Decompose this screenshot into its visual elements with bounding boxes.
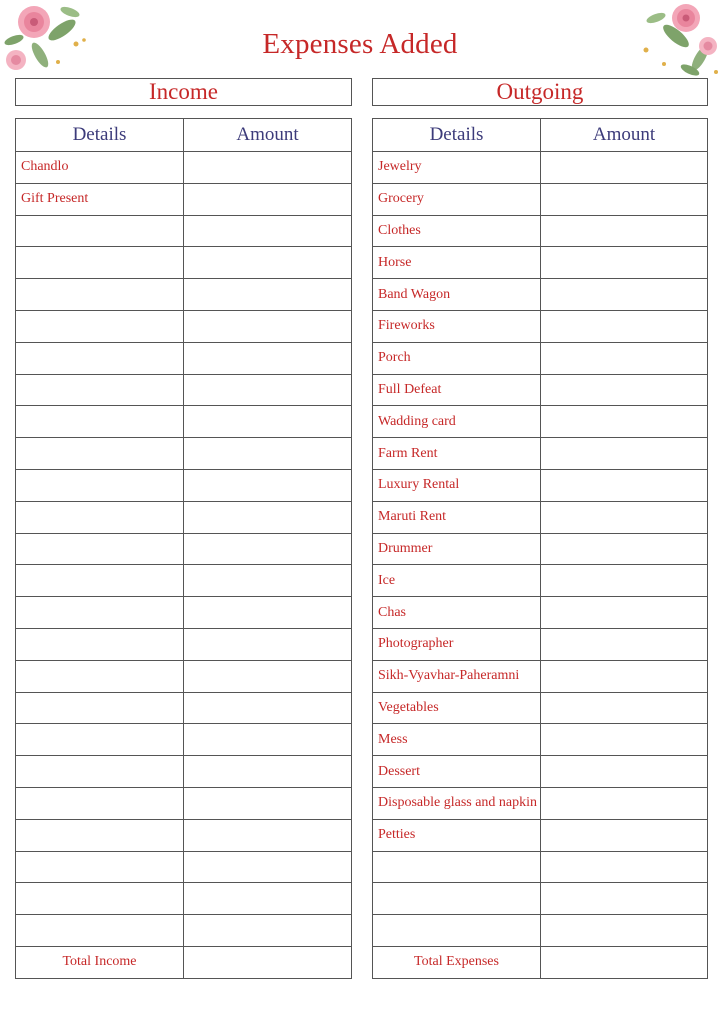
table-row: [373, 851, 708, 883]
table-row: [16, 565, 352, 597]
outgoing-table: [372, 118, 708, 979]
income-amount-cell[interactable]: [184, 533, 352, 565]
income-detail-cell: [16, 819, 184, 851]
outgoing-amount-cell[interactable]: [541, 469, 708, 501]
table-row: [373, 152, 708, 184]
income-amount-cell[interactable]: [184, 787, 352, 819]
outgoing-amount-cell[interactable]: [541, 628, 708, 660]
table-row: [16, 851, 352, 883]
outgoing-detail-cell: Photographer: [373, 628, 541, 660]
income-detail-cell: [16, 692, 184, 724]
outgoing-amount-cell[interactable]: [541, 533, 708, 565]
income-detail-cell: [16, 469, 184, 501]
income-detail-cell: [16, 374, 184, 406]
income-total-amount-cell[interactable]: [184, 946, 352, 978]
outgoing-total-label: Total Expenses: [373, 946, 541, 978]
outgoing-detail-cell: [373, 915, 541, 947]
outgoing-detail-cell: Sikh-Vyavhar-Paheramni: [373, 660, 541, 692]
outgoing-table-header-row: [373, 119, 708, 152]
outgoing-amount-cell[interactable]: [541, 279, 708, 311]
table-row: [373, 374, 708, 406]
table-row: [373, 628, 708, 660]
page-title: Expenses Added: [262, 28, 458, 60]
table-row: [373, 279, 708, 311]
income-amount-cell[interactable]: [184, 660, 352, 692]
outgoing-amount-cell[interactable]: [541, 501, 708, 533]
income-amount-cell[interactable]: [184, 851, 352, 883]
outgoing-detail-cell: Farm Rent: [373, 438, 541, 470]
income-amount-cell[interactable]: [184, 501, 352, 533]
income-amount-cell[interactable]: [184, 215, 352, 247]
outgoing-detail-cell: Vegetables: [373, 692, 541, 724]
table-row: [373, 819, 708, 851]
income-amount-cell[interactable]: [184, 469, 352, 501]
income-amount-cell[interactable]: [184, 310, 352, 342]
table-row: [373, 501, 708, 533]
table-row: [373, 183, 708, 215]
income-amount-cell[interactable]: [184, 756, 352, 788]
income-detail-cell: [16, 533, 184, 565]
income-detail-cell: [16, 310, 184, 342]
outgoing-details-column-header: Details: [373, 119, 541, 152]
table-row: [373, 756, 708, 788]
table-row: [16, 692, 352, 724]
outgoing-detail-cell: Horse: [373, 247, 541, 279]
table-row: [16, 883, 352, 915]
income-amount-cell[interactable]: [184, 565, 352, 597]
table-row: [16, 756, 352, 788]
outgoing-amount-cell[interactable]: [541, 787, 708, 819]
income-amount-cell[interactable]: [184, 247, 352, 279]
outgoing-amount-cell[interactable]: [541, 915, 708, 947]
outgoing-amount-cell[interactable]: [541, 406, 708, 438]
income-amount-cell[interactable]: [184, 597, 352, 629]
outgoing-detail-cell: Clothes: [373, 215, 541, 247]
income-amount-cell[interactable]: [184, 342, 352, 374]
income-table-header-row: [16, 119, 352, 152]
table-row: [373, 310, 708, 342]
outgoing-total-amount-cell[interactable]: [541, 946, 708, 978]
outgoing-detail-cell: Band Wagon: [373, 279, 541, 311]
income-detail-cell: [16, 597, 184, 629]
outgoing-amount-cell[interactable]: [541, 883, 708, 915]
table-row: [373, 215, 708, 247]
table-row: [373, 342, 708, 374]
outgoing-amount-cell[interactable]: [541, 438, 708, 470]
income-amount-cell[interactable]: [184, 438, 352, 470]
outgoing-detail-cell: Petties: [373, 819, 541, 851]
table-row: [16, 660, 352, 692]
outgoing-amount-cell[interactable]: [541, 724, 708, 756]
outgoing-detail-cell: Chas: [373, 597, 541, 629]
income-amount-cell[interactable]: [184, 152, 352, 184]
income-amount-cell[interactable]: [184, 819, 352, 851]
outgoing-amount-cell[interactable]: [541, 756, 708, 788]
income-amount-cell[interactable]: [184, 883, 352, 915]
income-detail-cell: [16, 215, 184, 247]
outgoing-amount-cell[interactable]: [541, 310, 708, 342]
table-row: [373, 533, 708, 565]
outgoing-amount-cell[interactable]: [541, 692, 708, 724]
outgoing-amount-column-header: Amount: [541, 119, 708, 152]
table-row: [16, 724, 352, 756]
income-amount-cell[interactable]: [184, 279, 352, 311]
income-detail-cell: [16, 851, 184, 883]
outgoing-detail-cell: [373, 883, 541, 915]
table-row: [16, 183, 352, 215]
table-row: [16, 915, 352, 947]
outgoing-detail-cell: Full Defeat: [373, 374, 541, 406]
outgoing-detail-cell: Mess: [373, 724, 541, 756]
table-row: [16, 342, 352, 374]
table-row: [16, 819, 352, 851]
table-row: [16, 279, 352, 311]
income-detail-cell: [16, 628, 184, 660]
table-row: [373, 883, 708, 915]
income-amount-column-header: Amount: [184, 119, 352, 152]
income-detail-cell: [16, 915, 184, 947]
outgoing-detail-cell: Drummer: [373, 533, 541, 565]
table-row: [373, 438, 708, 470]
table-row: [16, 215, 352, 247]
income-detail-cell: [16, 279, 184, 311]
income-detail-cell: [16, 756, 184, 788]
outgoing-detail-cell: [373, 851, 541, 883]
income-total-label: Total Income: [16, 946, 184, 978]
table-row: [16, 597, 352, 629]
income-detail-cell: [16, 883, 184, 915]
outgoing-detail-cell: Disposable glass and napkin: [373, 787, 541, 819]
income-detail-cell: Gift Present: [16, 183, 184, 215]
outgoing-amount-cell[interactable]: [541, 851, 708, 883]
income-detail-cell: Chandlo: [16, 152, 184, 184]
income-detail-cell: [16, 342, 184, 374]
table-row: [373, 406, 708, 438]
outgoing-detail-cell: Jewelry: [373, 152, 541, 184]
outgoing-amount-cell[interactable]: [541, 152, 708, 184]
outgoing-amount-cell[interactable]: [541, 374, 708, 406]
income-amount-cell[interactable]: [184, 406, 352, 438]
outgoing-amount-cell[interactable]: [541, 597, 708, 629]
table-row: [16, 406, 352, 438]
income-detail-cell: [16, 787, 184, 819]
table-row: [16, 469, 352, 501]
income-detail-cell: [16, 501, 184, 533]
income-section-header: Income: [15, 78, 352, 106]
income-amount-cell[interactable]: [184, 183, 352, 215]
table-row: [16, 501, 352, 533]
table-row: [373, 787, 708, 819]
outgoing-total-row: [373, 946, 708, 978]
income-table: [15, 118, 352, 979]
table-row: [373, 247, 708, 279]
income-amount-cell[interactable]: [184, 628, 352, 660]
table-row: [16, 628, 352, 660]
income-details-column-header: Details: [16, 119, 184, 152]
outgoing-detail-cell: Wadding card: [373, 406, 541, 438]
outgoing-amount-cell[interactable]: [541, 183, 708, 215]
income-detail-cell: [16, 724, 184, 756]
table-row: [16, 247, 352, 279]
outgoing-section-header: Outgoing: [372, 78, 708, 106]
income-detail-cell: [16, 438, 184, 470]
outgoing-amount-cell[interactable]: [541, 819, 708, 851]
table-row: [16, 787, 352, 819]
outgoing-detail-cell: Luxury Rental: [373, 469, 541, 501]
income-detail-cell: [16, 565, 184, 597]
outgoing-amount-cell[interactable]: [541, 342, 708, 374]
income-amount-cell[interactable]: [184, 915, 352, 947]
table-row: [373, 597, 708, 629]
outgoing-amount-cell[interactable]: [541, 660, 708, 692]
table-row: [16, 374, 352, 406]
table-row: [373, 724, 708, 756]
outgoing-amount-cell[interactable]: [541, 247, 708, 279]
table-row: [373, 565, 708, 597]
outgoing-detail-cell: Ice: [373, 565, 541, 597]
outgoing-detail-cell: Dessert: [373, 756, 541, 788]
table-row: [16, 152, 352, 184]
income-detail-cell: [16, 406, 184, 438]
income-amount-cell[interactable]: [184, 692, 352, 724]
outgoing-detail-cell: Fireworks: [373, 310, 541, 342]
outgoing-detail-cell: Grocery: [373, 183, 541, 215]
outgoing-detail-cell: Porch: [373, 342, 541, 374]
table-row: [16, 310, 352, 342]
income-amount-cell[interactable]: [184, 374, 352, 406]
income-total-row: [16, 946, 352, 978]
table-row: [373, 692, 708, 724]
outgoing-amount-cell[interactable]: [541, 565, 708, 597]
income-detail-cell: [16, 247, 184, 279]
income-amount-cell[interactable]: [184, 724, 352, 756]
outgoing-amount-cell[interactable]: [541, 215, 708, 247]
income-detail-cell: [16, 660, 184, 692]
outgoing-detail-cell: Maruti Rent: [373, 501, 541, 533]
table-row: [16, 533, 352, 565]
table-row: [373, 915, 708, 947]
table-row: [373, 660, 708, 692]
table-row: [373, 469, 708, 501]
table-row: [16, 438, 352, 470]
